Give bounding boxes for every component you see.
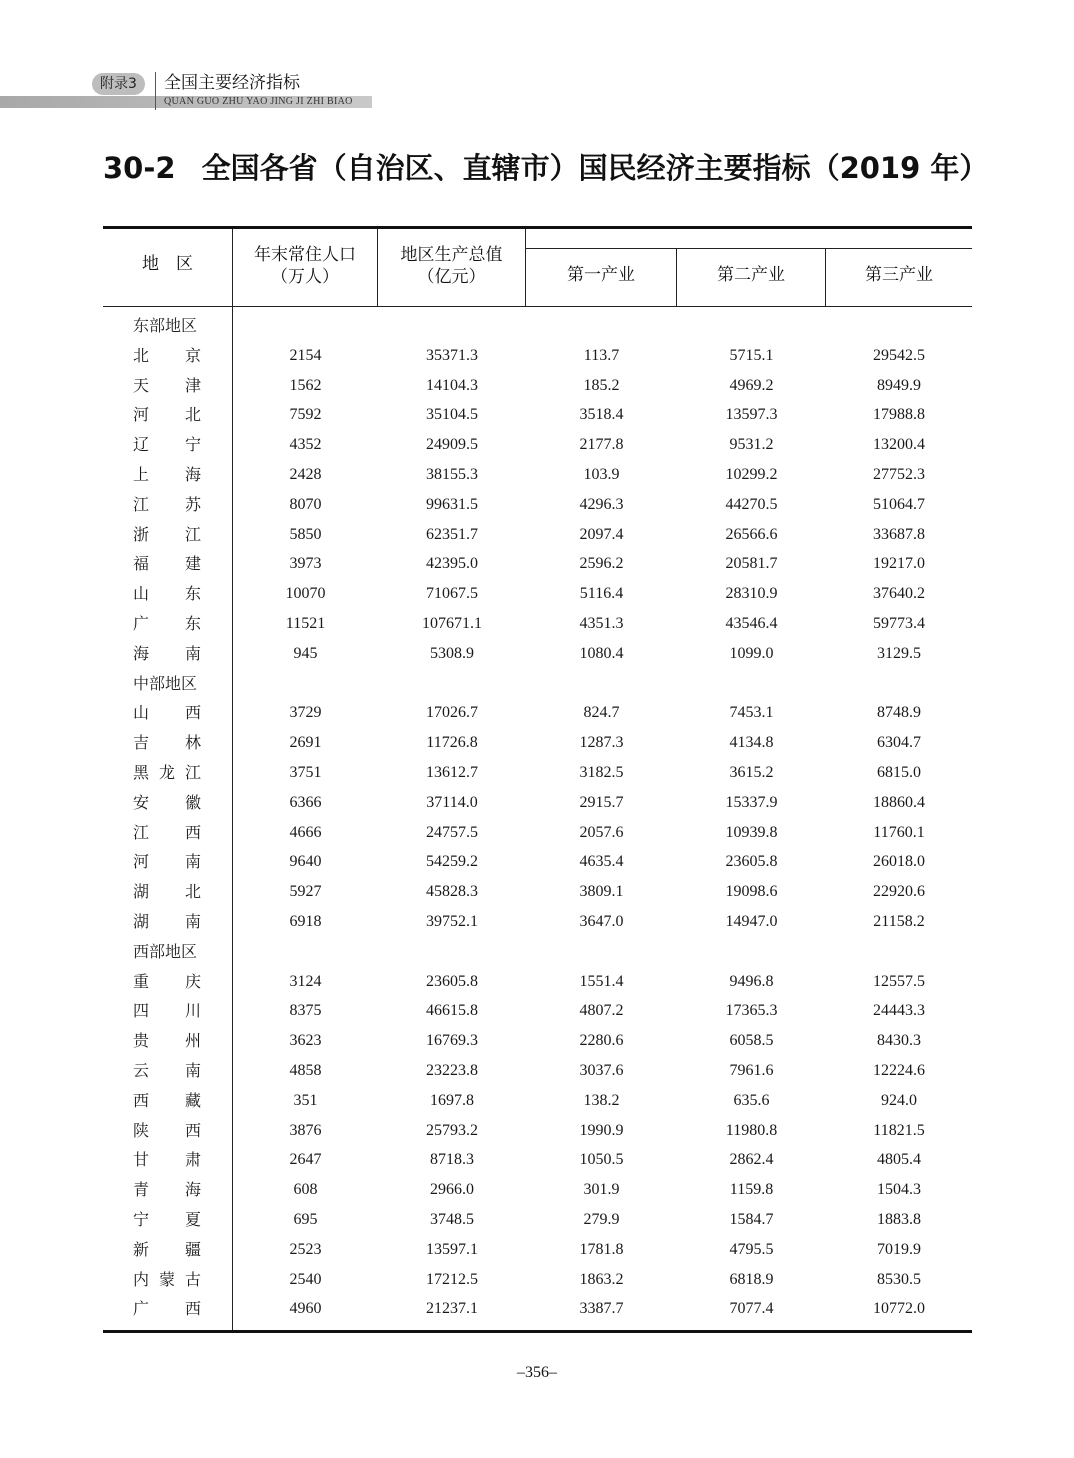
secondary-cell: 9496.8 [729,972,774,990]
population-cell: 10070 [285,585,326,603]
secondary-cell: 4969.2 [729,376,774,394]
table-row [103,371,972,401]
gdp-cell: 107671.1 [422,614,482,632]
region-name: 甘 肃 [133,1150,201,1170]
primary-cell: 4635.4 [579,853,624,871]
primary-cell: 3387.7 [579,1300,624,1318]
group-row [103,311,972,341]
secondary-cell: 28310.9 [725,585,778,603]
table-row [103,728,972,758]
primary-cell: 2280.6 [579,1032,624,1050]
secondary-cell: 13597.3 [725,406,778,424]
gdp-cell: 45828.3 [426,883,478,901]
group-row [103,669,972,699]
region-name: 安 徽 [133,792,201,812]
tertiary-cell: 13200.4 [873,436,925,454]
table-row [103,520,972,550]
region-name: 内 蒙 古 [133,1269,201,1289]
tertiary-cell: 8530.5 [877,1270,921,1288]
table-row [103,877,972,907]
tertiary-cell: 4805.4 [877,1151,921,1169]
tertiary-cell: 29542.5 [873,346,925,364]
gdp-cell: 11726.8 [426,734,478,752]
population-cell: 608 [293,1181,318,1199]
primary-cell: 4351.3 [579,614,624,632]
primary-cell: 279.9 [583,1210,620,1228]
region-name: 辽 宁 [133,435,201,455]
secondary-cell: 7453.1 [729,704,774,722]
tertiary-cell: 8748.9 [877,704,921,722]
primary-cell: 1080.4 [579,644,624,662]
gdp-cell: 13612.7 [426,763,478,781]
table-row [103,1235,972,1265]
table-number: 30-2 [103,151,176,185]
region-name: 海 南 [133,643,201,663]
header-region: 地 区 [142,254,193,274]
appendix-badge: 附录3 [92,73,145,95]
primary-cell: 3037.6 [579,1061,624,1079]
primary-cell: 1050.5 [579,1151,624,1169]
tertiary-cell: 1883.8 [877,1210,921,1228]
gdp-cell: 3748.5 [430,1210,474,1228]
page-number: –356– [517,1364,557,1381]
secondary-cell: 43546.4 [725,614,778,632]
gdp-cell: 39752.1 [426,912,478,930]
secondary-cell: 14947.0 [725,912,778,930]
secondary-cell: 1099.0 [729,644,774,662]
region-name: 西 藏 [133,1090,201,1110]
population-cell: 1562 [289,376,322,394]
region-name: 山 东 [133,584,201,604]
gdp-cell: 14104.3 [426,376,478,394]
gdp-cell: 38155.3 [426,465,478,483]
table-row [103,788,972,818]
primary-cell: 301.9 [583,1181,620,1199]
secondary-cell: 3615.2 [729,763,774,781]
region-name: 北 京 [133,345,201,365]
gdp-cell: 24909.5 [426,436,478,454]
population-cell: 2154 [289,346,322,364]
table-title: 全国各省（自治区、直辖市）国民经济主要指标（2019 年） [201,151,989,185]
secondary-cell: 15337.9 [725,793,778,811]
tertiary-cell: 26018.0 [873,853,925,871]
header-subtitle: QUAN GUO ZHU YAO JING JI ZHI BIAO [164,96,353,107]
table-top-rule [103,226,972,229]
header-tertiary: 第三产业 [865,265,933,285]
tertiary-cell: 19217.0 [873,555,925,573]
tertiary-cell: 11760.1 [873,823,925,841]
table-row [103,996,972,1026]
table-row [103,847,972,877]
region-name: 四 川 [133,1001,201,1021]
population-cell: 6918 [289,912,322,930]
population-cell: 2428 [289,465,322,483]
table-bottom-rule [103,1330,972,1333]
header-divider [155,72,156,110]
tertiary-cell: 1504.3 [877,1181,921,1199]
primary-cell: 1781.8 [579,1240,624,1258]
table-row [103,1086,972,1116]
secondary-cell: 2862.4 [729,1151,774,1169]
gdp-cell: 23223.8 [426,1061,478,1079]
population-cell: 351 [293,1091,318,1109]
primary-cell: 3647.0 [579,912,624,930]
tertiary-cell: 7019.9 [877,1240,921,1258]
gdp-cell: 54259.2 [426,853,478,871]
population-cell: 9640 [289,853,322,871]
tertiary-cell: 27752.3 [873,465,925,483]
primary-cell: 2097.4 [579,525,624,543]
tertiary-cell: 17988.8 [873,406,925,424]
region-name: 贵 州 [133,1031,201,1051]
table-row [103,1265,972,1295]
table-body [103,311,972,1324]
table-row [103,341,972,371]
population-cell: 695 [293,1210,318,1228]
secondary-cell: 6058.5 [729,1032,774,1050]
secondary-cell: 44270.5 [725,495,778,513]
primary-cell: 4807.2 [579,1002,624,1020]
tertiary-cell: 8430.3 [877,1032,921,1050]
header-title: 全国主要经济指标 [164,73,300,93]
population-cell: 3124 [289,972,322,990]
secondary-cell: 5715.1 [729,346,774,364]
primary-cell: 1863.2 [579,1270,624,1288]
gdp-cell: 16769.3 [426,1032,478,1050]
gdp-cell: 1697.8 [430,1091,474,1109]
table-row [103,698,972,728]
primary-cell: 1287.3 [579,734,624,752]
region-name: 广 东 [133,613,201,633]
region-name: 吉 林 [133,733,201,753]
tertiary-cell: 22920.6 [873,883,925,901]
tertiary-cell: 924.0 [881,1091,917,1109]
tertiary-cell: 12557.5 [873,972,925,990]
secondary-cell: 20581.7 [725,555,778,573]
region-name: 江 苏 [133,494,201,514]
primary-cell: 2915.7 [579,793,624,811]
gdp-cell: 37114.0 [426,793,478,811]
secondary-cell: 10299.2 [725,465,778,483]
secondary-cell: 11980.8 [725,1121,778,1139]
population-cell: 945 [293,644,318,662]
population-cell: 4960 [289,1300,322,1318]
primary-cell: 3182.5 [579,763,624,781]
primary-cell: 824.7 [583,704,620,722]
gdp-cell: 23605.8 [426,972,478,990]
primary-cell: 1551.4 [579,972,624,990]
group-row [103,937,972,967]
group-label: 东部地区 [133,316,198,335]
population-cell: 5927 [289,883,322,901]
tertiary-cell: 3129.5 [877,644,921,662]
region-name: 湖 北 [133,882,201,902]
table-row [103,1116,972,1146]
population-cell: 3876 [289,1121,322,1139]
gdp-cell: 5308.9 [430,644,474,662]
population-cell: 8375 [289,1002,322,1020]
tertiary-cell: 8949.9 [877,376,921,394]
group-label: 中部地区 [133,673,198,693]
header-gdp: 地区生产总值 （亿元） [400,245,503,287]
population-cell: 8070 [289,495,322,513]
group-label: 西部地区 [133,941,198,961]
primary-cell: 138.2 [583,1091,620,1109]
primary-cell: 1990.9 [579,1121,624,1139]
secondary-cell: 26566.6 [725,525,778,543]
gdp-cell: 21237.1 [426,1300,478,1318]
gdp-cell: 17026.7 [426,704,478,722]
region-name: 上 海 [133,464,201,484]
table-row [103,818,972,848]
tertiary-cell: 12224.6 [873,1061,925,1079]
primary-cell: 2596.2 [579,555,624,573]
secondary-cell: 7077.4 [729,1300,774,1318]
page-title [103,148,989,188]
region-name: 山 西 [133,703,201,723]
region-name: 新 疆 [133,1239,201,1259]
secondary-cell: 9531.2 [729,436,774,454]
gdp-cell: 17212.5 [426,1270,478,1288]
secondary-cell: 10939.8 [725,823,778,841]
tertiary-cell: 59773.4 [873,614,925,632]
table-row [103,967,972,997]
population-cell: 3729 [289,704,322,722]
region-name: 天 津 [133,375,201,395]
table-row [103,1205,972,1235]
table-row [103,1145,972,1175]
gdp-cell: 13597.1 [426,1240,478,1258]
population-cell: 7592 [289,406,322,424]
secondary-cell: 19098.6 [725,883,778,901]
table-row [103,549,972,579]
secondary-cell: 23605.8 [725,853,778,871]
gdp-cell: 62351.7 [426,525,478,543]
table-row [103,400,972,430]
header-secondary: 第二产业 [717,265,785,285]
population-cell: 2540 [289,1270,322,1288]
gdp-cell: 24757.5 [426,823,478,841]
primary-cell: 4296.3 [579,495,624,513]
header-bottom-rule [103,306,972,307]
tertiary-cell: 51064.7 [873,495,925,513]
tertiary-cell: 21158.2 [873,912,925,930]
population-cell: 2523 [289,1240,322,1258]
table-row [103,639,972,669]
table-row [103,758,972,788]
secondary-cell: 4795.5 [729,1240,774,1258]
primary-cell: 113.7 [583,346,620,364]
secondary-cell: 4134.8 [729,734,774,752]
tertiary-cell: 6815.0 [877,763,921,781]
tertiary-cell: 33687.8 [873,525,925,543]
table-row [103,490,972,520]
gdp-cell: 46615.8 [426,1002,478,1020]
primary-cell: 3809.1 [579,883,624,901]
header-subrule [525,248,972,249]
header-primary: 第一产业 [567,265,635,285]
table-row [103,609,972,639]
primary-cell: 3518.4 [579,406,624,424]
region-name: 福 建 [133,554,201,574]
gdp-cell: 99631.5 [426,495,478,513]
tertiary-cell: 18860.4 [873,793,925,811]
gdp-cell: 2966.0 [430,1181,474,1199]
tertiary-cell: 11821.5 [873,1121,925,1139]
population-cell: 4666 [289,823,322,841]
region-name: 青 海 [133,1180,201,1200]
gdp-cell: 35104.5 [426,406,478,424]
region-name: 江 西 [133,822,201,842]
tertiary-cell: 10772.0 [873,1300,925,1318]
indicator-table [103,226,972,1336]
table-row [103,579,972,609]
secondary-cell: 1159.8 [729,1181,774,1199]
region-name: 重 庆 [133,971,201,991]
gdp-cell: 42395.0 [426,555,478,573]
table-row [103,1175,972,1205]
primary-cell: 185.2 [583,376,620,394]
region-name: 云 南 [133,1060,201,1080]
population-cell: 11521 [285,614,326,632]
region-name: 黑 龙 江 [133,762,201,782]
population-cell: 2647 [289,1151,322,1169]
tertiary-cell: 37640.2 [873,585,925,603]
secondary-cell: 17365.3 [725,1002,778,1020]
region-name: 河 北 [133,405,201,425]
secondary-cell: 635.6 [733,1091,770,1109]
secondary-cell: 6818.9 [729,1270,774,1288]
population-cell: 6366 [289,793,322,811]
gdp-cell: 35371.3 [426,346,478,364]
region-name: 浙 江 [133,524,201,544]
secondary-cell: 7961.6 [729,1061,774,1079]
table-row [103,430,972,460]
primary-cell: 2057.6 [579,823,624,841]
region-name: 陕 西 [133,1120,201,1140]
table-row [103,1294,972,1324]
header-population: 年末常住人口 （万人） [254,245,356,287]
population-cell: 4352 [289,436,322,454]
population-cell: 3973 [289,555,322,573]
primary-cell: 5116.4 [579,585,624,603]
primary-cell: 103.9 [583,465,620,483]
tertiary-cell: 24443.3 [873,1002,925,1020]
secondary-cell: 1584.7 [729,1210,774,1228]
population-cell: 5850 [289,525,322,543]
region-name: 宁 夏 [133,1209,201,1229]
region-name: 湖 南 [133,911,201,931]
table-row [103,907,972,937]
table-row [103,1026,972,1056]
population-cell: 4858 [289,1061,322,1079]
gdp-cell: 8718.3 [430,1151,474,1169]
gdp-cell: 25793.2 [426,1121,478,1139]
region-name: 河 南 [133,852,201,872]
tertiary-cell: 6304.7 [877,734,921,752]
primary-cell: 2177.8 [579,436,624,454]
table-row [103,1056,972,1086]
table-row [103,460,972,490]
population-cell: 3751 [289,763,322,781]
population-cell: 2691 [289,734,322,752]
gdp-cell: 71067.5 [426,585,478,603]
region-name: 广 西 [133,1299,201,1319]
population-cell: 3623 [289,1032,322,1050]
